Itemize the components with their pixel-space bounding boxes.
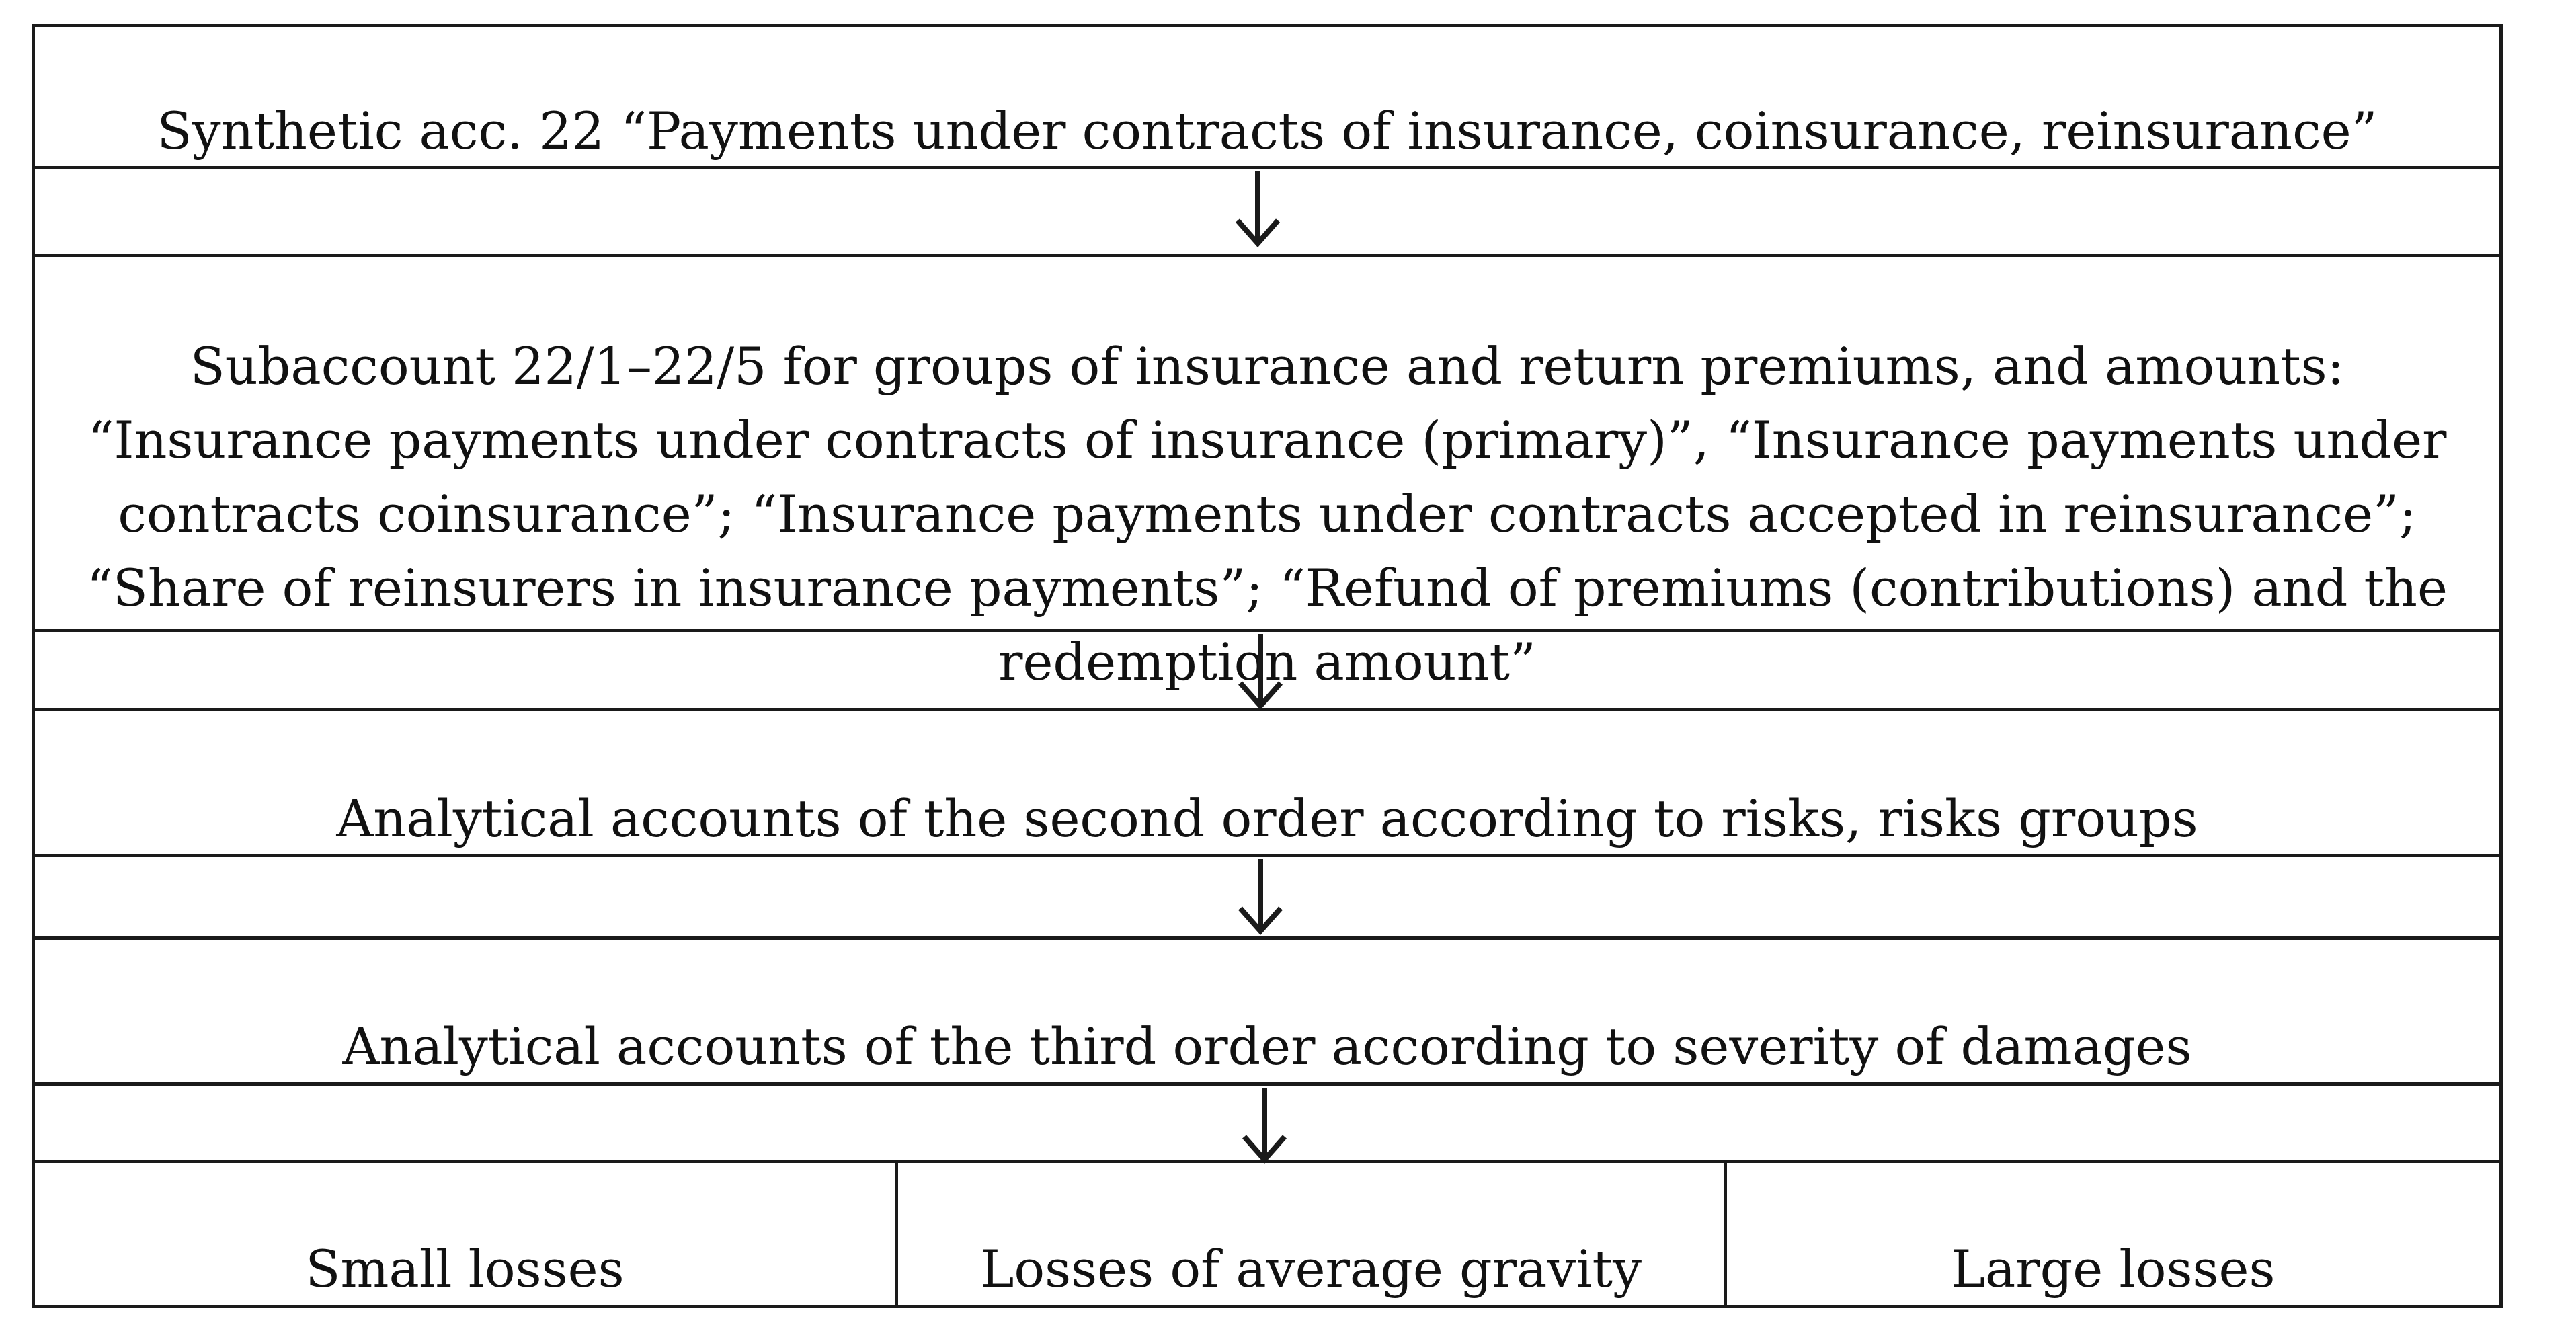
divider [32,254,2503,257]
arrow-down-icon [1230,856,1291,936]
arrow-down-icon [1230,631,1291,711]
arrow-down-icon [1234,1084,1295,1165]
divider [32,1160,2503,1163]
second-order-box: Analytical accounts of the second order according to risks, risks groups [336,789,2198,848]
third-order-box: Analytical accounts of the third order according to severity of damages [342,1016,2192,1076]
small-losses-cell: Small losses [305,1239,625,1299]
divider [32,708,2503,711]
subaccount-box: Subaccount 22/1–22/5 for groups of insurance and return premiums, and amounts: “Insurance payments under contracts of insurance (primary)”, “Insurance payments under contracts coinsurance”; “Insurance payments under contracts accepted in reinsurance”; “Share of reinsurers in insurance payments”; “Refund of premiums (contributions) and the redemption amount” [87,336,2448,692]
synthetic-account-box: Synthetic acc. 22 “Payments under contracts of insurance, coinsurance, reinsurance” [157,101,2378,161]
arrow-down-icon [1227,168,1288,249]
large-losses-cell: Large losses [1951,1239,2276,1299]
divider [32,936,2503,940]
average-losses-cell: Losses of average gravity [979,1239,1642,1299]
